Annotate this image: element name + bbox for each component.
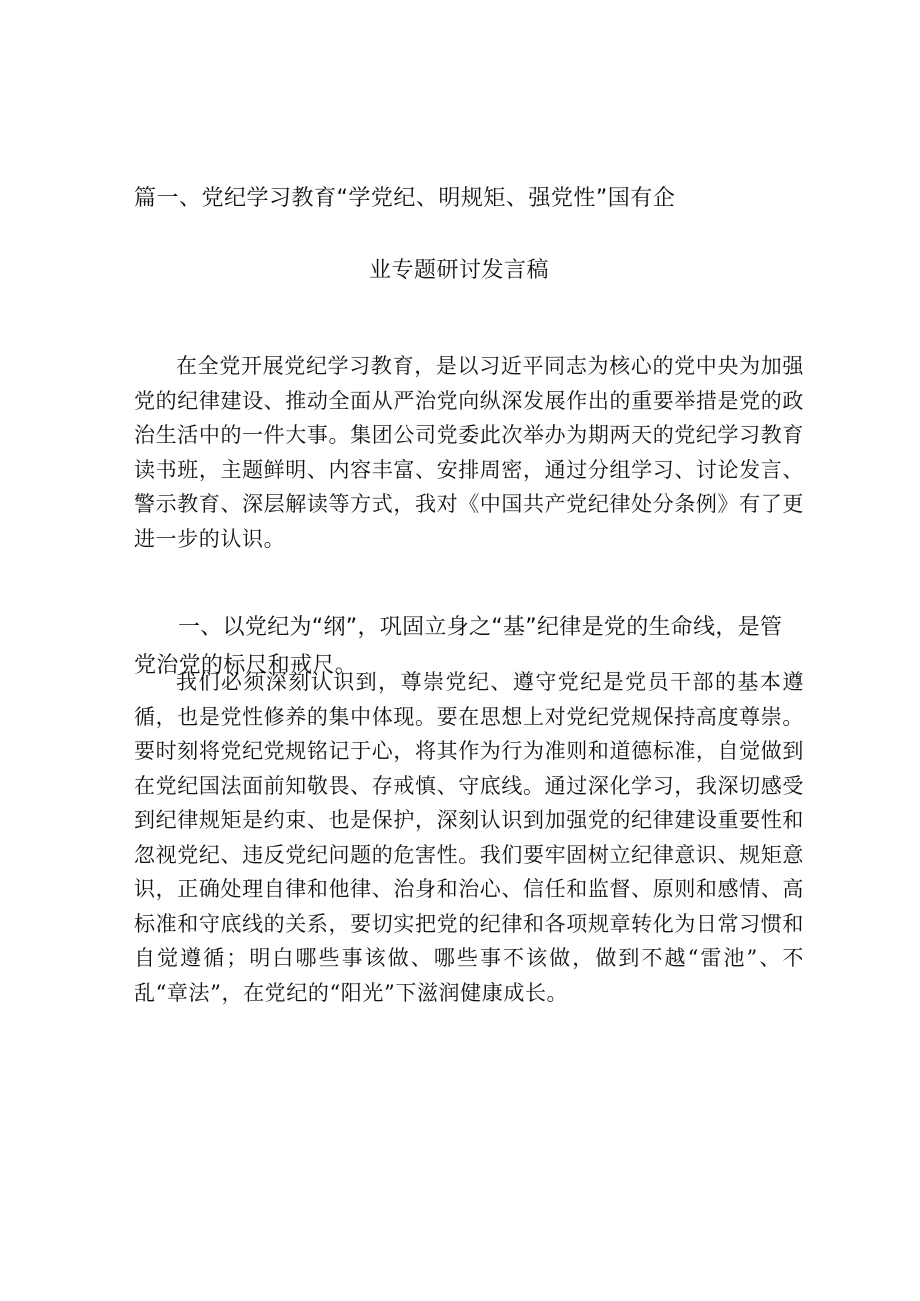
intro-paragraph: 在全党开展党纪学习教育，是以习近平同志为核心的党中央为加强党的纪律建设、推动全面从严治党向纵深发展作出的重要举措是党的政治生活中的一件大事。集团公司党委此次举办为期两天的党纪学习教育读书班，主题鲜明、内容丰富、安排周密，通过分组学习、讨论发言、警示教育、深层解读等方式，我对《中国共产党纪律处分条例》有了更进一步的认识。 xyxy=(134,354,804,551)
document-title-line-1: 篇一、党纪学习教育“学党纪、明规矩、强党性”国有企 xyxy=(134,186,676,211)
section-heading-1: 一、以党纪为“纲”，巩固立身之“基”纪律是党的生命线，是管党治党的标尺和戒尺。 xyxy=(134,615,783,678)
document-title-line-2: 业专题研讨发言稿 xyxy=(369,258,550,283)
section-1-paragraph: 我们必须深刻认识到，尊崇党纪、遵守党纪是党员干部的基本遵循，也是党性修养的集中体现。要在思想上对党纪党规保持高度尊崇。要时刻将党纪党规铭记于心，将其作为行为准则和道德标准，自觉做到在党纪国法面前知敬畏、存戒慎、守底线。通过深化学习，我深切感受到纪律规矩是约束、也是保护，深刻认识到加强党的纪律建设重要性和忽视党纪、违反党纪问题的危害性。我们要牢固树立纪律意识、规矩意识，正确处理自律和他律、治身和治心、信任和监督、原则和感情、高标准和守底线的关系，要切实把党的纪律和各项规章转化为日常习惯和自觉遵循；明白哪些事该做、哪些事不该做，做到不越“雷池”、不乱“章法”，在党纪的“阳光”下滋润健康成长。 xyxy=(134,670,804,1005)
